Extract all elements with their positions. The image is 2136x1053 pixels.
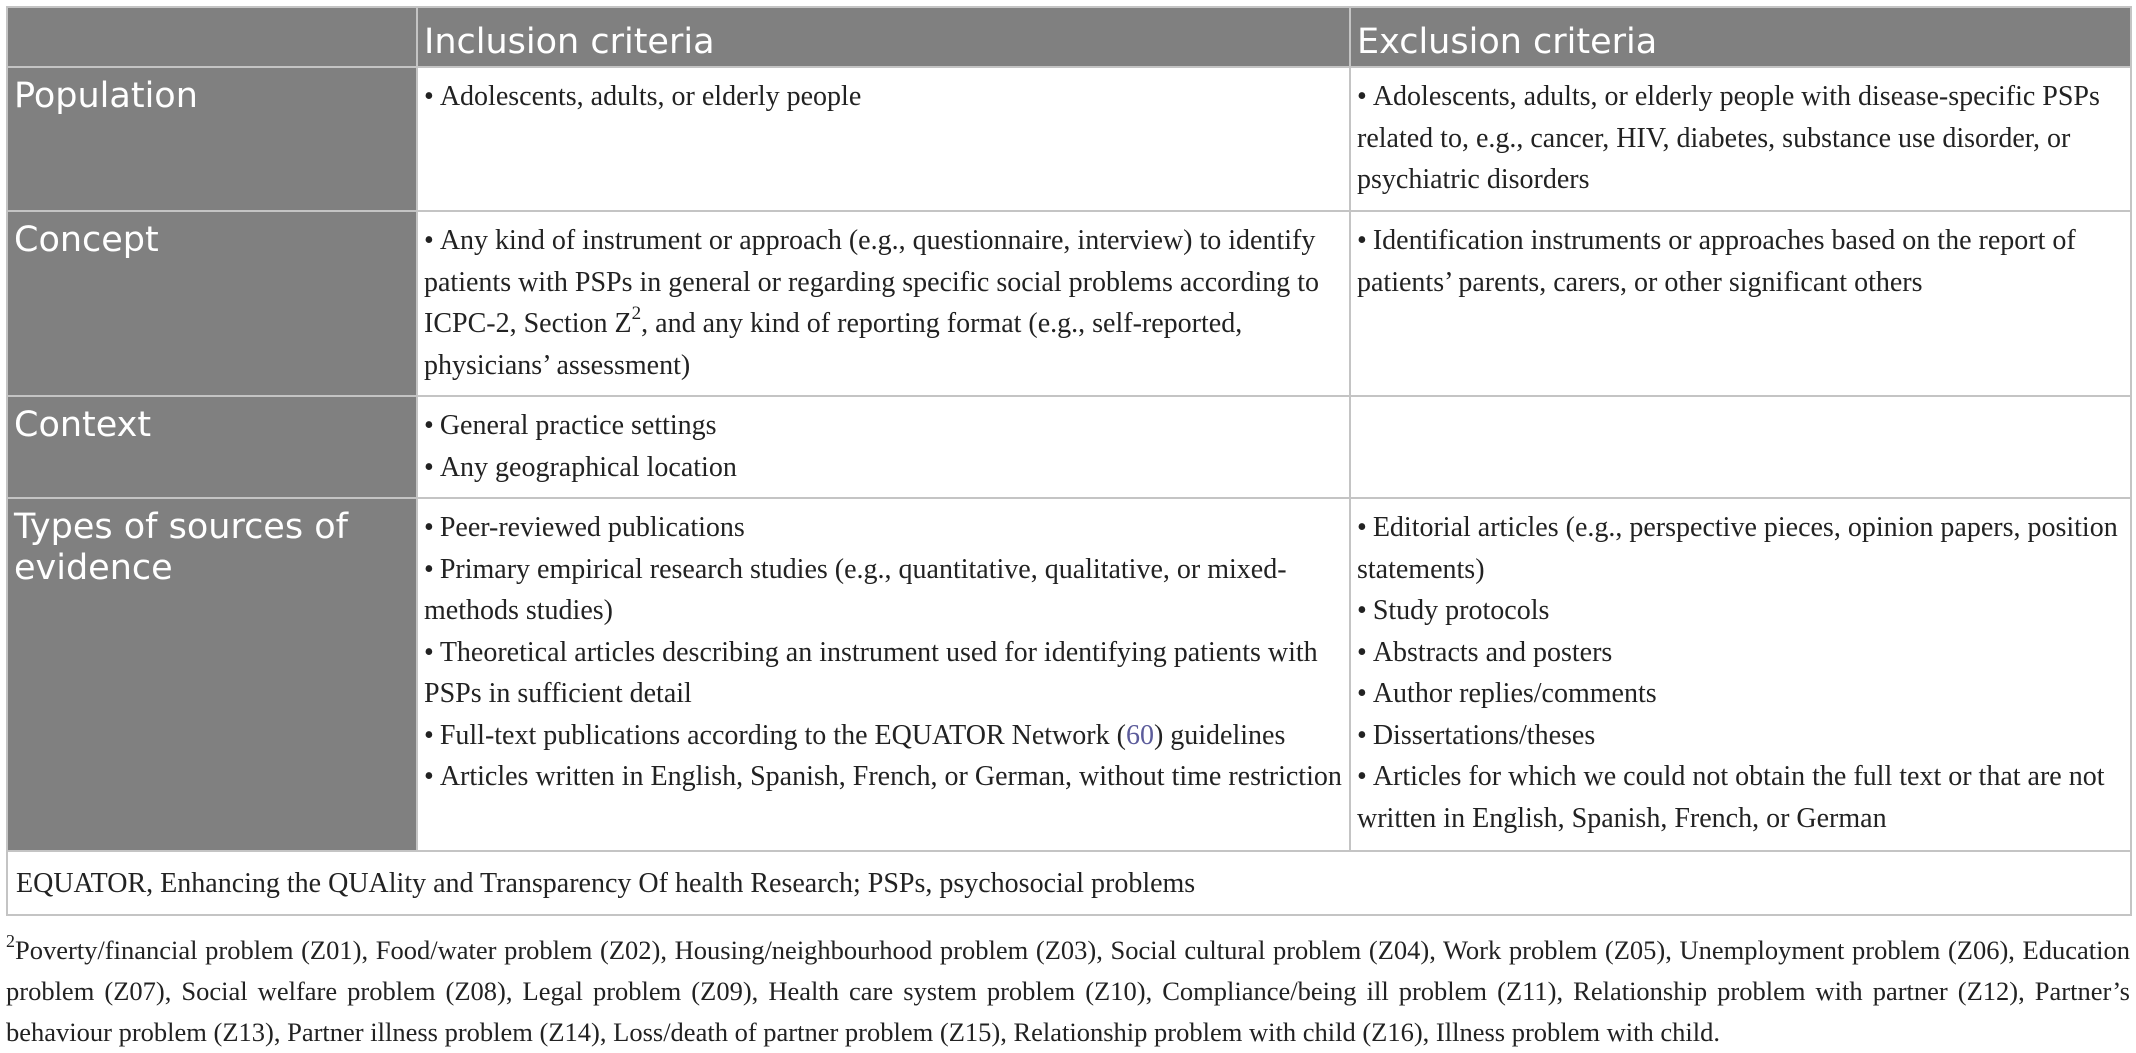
list-item: • Peer-reviewed publications	[424, 507, 1343, 549]
row-population	[7, 67, 2131, 211]
bullet-icon: •	[424, 553, 434, 585]
list-item: • Study protocols	[1357, 590, 2124, 632]
list-item: • Adolescents, adults, or elderly people with disease-specific PSPs related to, e.g., cancer, HIV, diabetes, substance use disorder, or psychiatric disorders	[1357, 76, 2124, 201]
bullet-icon: •	[1357, 719, 1367, 751]
row-types-of-sources	[7, 498, 2131, 851]
bullet-icon: •	[1357, 225, 1367, 256]
list-item: • Dissertations/theses	[1357, 715, 2124, 757]
list-item: • Theoretical articles describing an instrument used for identifying patients with PSPs in sufficient detail	[424, 632, 1343, 715]
bullet-icon: •	[424, 410, 434, 441]
reference-link[interactable]: 60	[1125, 719, 1154, 751]
bullet-icon: •	[1357, 512, 1367, 543]
inclusion-cell-types-of-sources	[417, 498, 1350, 851]
bullet-icon: •	[424, 81, 434, 112]
exclusion-cell-types-of-sources	[1350, 498, 2131, 851]
inclusion-cell-context	[417, 396, 1350, 498]
header-exclusion: Exclusion criteria	[1350, 7, 2131, 67]
bullet-icon: •	[1357, 81, 1367, 112]
list-item: • Identification instruments or approaches based on the report of patients’ parents, carers, or other significant others	[1357, 220, 2124, 303]
list-item: • Primary empirical research studies (e.g., quantitative, qualitative, or mixed-methods studies)	[424, 549, 1343, 632]
header-row	[7, 7, 2131, 67]
bullet-icon: •	[424, 451, 434, 483]
list-item: • Articles written in English, Spanish, French, or German, without time restriction	[424, 756, 1343, 798]
row-label-concept: Concept	[7, 211, 417, 396]
row-label-population: Population	[7, 67, 417, 211]
bullet-icon: •	[424, 719, 434, 751]
exclusion-cell-population	[1350, 67, 2131, 211]
list-item: • Adolescents, adults, or elderly people	[424, 76, 1343, 118]
criteria-table	[6, 6, 2132, 916]
bullet-icon: •	[424, 512, 434, 543]
list-item: • Any kind of instrument or approach (e.g., questionnaire, interview) to identify patients with PSPs in general or regarding specific social problems according to ICPC-2, Section $Z^2$, and any kind of reporting format (e.g., self-reported, physicians’ assessment)	[424, 220, 1343, 386]
bullet-icon: •	[424, 636, 434, 668]
list-item: • Abstracts and posters	[1357, 632, 2124, 674]
footnote-marker: 2	[6, 931, 15, 952]
list-item: • Full-text publications according to the EQUATOR Network (60) guidelines	[424, 715, 1343, 757]
inclusion-cell-concept	[417, 211, 1350, 396]
row-context	[7, 396, 2131, 498]
footnote-marker: 2	[631, 302, 642, 324]
row-label-types-of-sources: Types of sources of evidence	[7, 498, 417, 851]
footnote	[6, 930, 2130, 1053]
list-item: • Articles for which we could not obtain the full text or that are not written in English, Spanish, French, or German	[1357, 756, 2124, 839]
row-concept	[7, 211, 2131, 396]
list-item: • Editorial articles (e.g., perspective pieces, opinion papers, position statements)	[1357, 507, 2124, 590]
table-note-row	[7, 851, 2131, 915]
bullet-icon: •	[1357, 678, 1367, 709]
inclusion-cell-population	[417, 67, 1350, 211]
bullet-icon: •	[424, 225, 434, 256]
header-empty-cell	[7, 7, 417, 67]
header-inclusion: Inclusion criteria	[417, 7, 1350, 67]
list-item: • Any geographical location	[424, 447, 1343, 489]
table-note: EQUATOR, Enhancing the QUAlity and Transparency Of health Research; PSPs, psychosocial problems	[7, 851, 2131, 915]
bullet-icon: •	[1357, 636, 1367, 668]
exclusion-cell-concept	[1350, 211, 2131, 396]
bullet-icon: •	[424, 761, 434, 792]
row-label-context: Context	[7, 396, 417, 498]
footnote-text: Poverty/financial problem (Z01), Food/water problem (Z02), Housing/neighbourhood problem (Z03), Social cultural problem (Z04), Work problem (Z05), Unemployment problem (Z06), Education problem (Z07), Social welfare problem (Z08), Legal problem (Z09), Health care system problem (Z10), Compliance/being ill problem (Z11), Relationship problem with partner (Z12), Partner’s behaviour problem (Z13), Partner illness problem (Z14), Loss/death of partner problem (Z15), Relationship problem with child (Z16), Illness problem with child.	[6, 935, 2130, 1047]
list-item: • Author replies/comments	[1357, 673, 2124, 715]
list-item: • General practice settings	[424, 405, 1343, 447]
bullet-icon: •	[1357, 761, 1367, 792]
bullet-icon: •	[1357, 595, 1367, 626]
exclusion-cell-context	[1350, 396, 2131, 498]
